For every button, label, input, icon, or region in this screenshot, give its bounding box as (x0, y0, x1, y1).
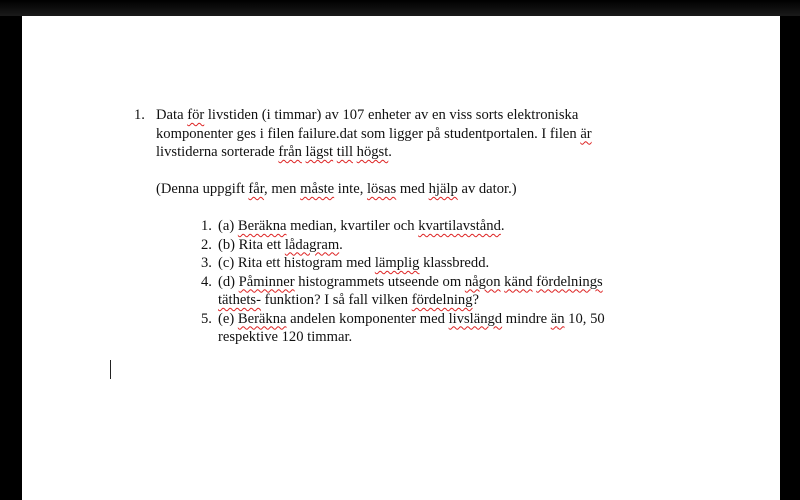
subquestion-text (218, 217, 674, 236)
text-run: median, kvartiler och (286, 218, 419, 234)
text-run: (b) Rita ett (218, 236, 285, 253)
subquestion-text (218, 236, 674, 255)
text-line (156, 143, 674, 162)
spellcheck-word: Beräkna (237, 310, 287, 327)
text-run: (d) (218, 273, 239, 290)
text-run: livstiderna sorterade (156, 144, 279, 160)
spellcheck-word: lösas (367, 181, 397, 197)
text-run: med (396, 181, 429, 197)
subquestion-number: 4. (201, 273, 212, 290)
subquestion-item (156, 310, 674, 347)
spellcheck-word: kvartilavstånd (418, 218, 501, 234)
question-note (156, 180, 674, 199)
spellcheck-word: till (336, 144, 353, 160)
window-top-edge (0, 0, 800, 16)
spellcheck-word: lådagram (284, 236, 340, 253)
document-page[interactable] (22, 16, 780, 500)
spellcheck-word: får (248, 181, 265, 197)
subquestion-number: 3. (201, 255, 212, 271)
text-run: (a) (218, 218, 238, 234)
question-body (156, 106, 674, 347)
spellcheck-word: någon (464, 273, 501, 290)
spellcheck-word: fördelning (411, 292, 473, 308)
subquestion-text (218, 273, 674, 292)
text-run: (c) Rita ett histogram med (218, 255, 375, 271)
text-run: (Denna uppgift (156, 181, 249, 197)
subquestion-item (156, 273, 674, 310)
subquestion-item (156, 236, 674, 255)
subquestion-text (218, 310, 674, 329)
text-run: histogrammets utseende om (294, 273, 465, 290)
text-run: inte, (334, 181, 367, 197)
text-line (156, 125, 674, 144)
spellcheck-word: täthets- (218, 292, 261, 308)
text-run: Data (156, 107, 188, 123)
question-number: 1. (134, 107, 145, 123)
subquestion-number: 1. (201, 218, 212, 234)
subquestion-item (156, 254, 674, 273)
spellcheck-word: känd (504, 273, 533, 290)
text-run: , men (264, 181, 301, 197)
text-run: (e) (218, 310, 238, 327)
spellcheck-word: hjälp (428, 181, 458, 197)
text-run: mindre (502, 310, 551, 327)
subquestion-number: 5. (201, 310, 212, 327)
text-run: av dator.) (457, 181, 517, 197)
text-run: andelen komponenter med (286, 310, 449, 327)
note-line (156, 180, 674, 199)
spellcheck-word: än (550, 310, 565, 327)
spellcheck-word: för (187, 107, 205, 123)
spellcheck-word: Beräkna (237, 218, 287, 234)
text-run: . (339, 236, 343, 253)
spellcheck-word: från (278, 144, 302, 160)
spellcheck-word: är (580, 125, 592, 142)
question-1 (134, 106, 674, 347)
text-run: ? (472, 292, 480, 308)
spellcheck-word: måste (300, 181, 335, 197)
spellcheck-word: lämplig (374, 255, 420, 271)
spellcheck-word: Påminner (238, 273, 295, 290)
subquestion-number: 2. (201, 236, 212, 253)
subquestion-text (218, 291, 674, 310)
text-run: livstiden (i timmar) av 107 enheter av en viss sorts elektroniska (204, 107, 579, 123)
text-run: respektive 120 timmar. (218, 329, 353, 345)
spellcheck-word: livslängd (448, 310, 503, 327)
text-run: 10, 50 (564, 310, 605, 327)
spellcheck-word: fördelnings (536, 273, 603, 290)
text-run: klassbredd. (419, 255, 490, 271)
text-run: . (500, 218, 505, 234)
text-cursor (110, 360, 111, 379)
spellcheck-word: högst (356, 144, 389, 160)
subquestion-text (218, 328, 674, 347)
spellcheck-word: lägst (305, 144, 334, 160)
text-line (156, 106, 674, 125)
text-run: . (388, 144, 392, 160)
subquestion-item (156, 217, 674, 236)
text-run: funktion? I så fall vilken (260, 292, 412, 308)
question-text (156, 106, 674, 162)
subquestion-list (156, 217, 674, 347)
text-run: komponenter ges i filen failure.dat som ligger på studentportalen. I filen (156, 125, 581, 142)
subquestion-text (218, 254, 674, 273)
